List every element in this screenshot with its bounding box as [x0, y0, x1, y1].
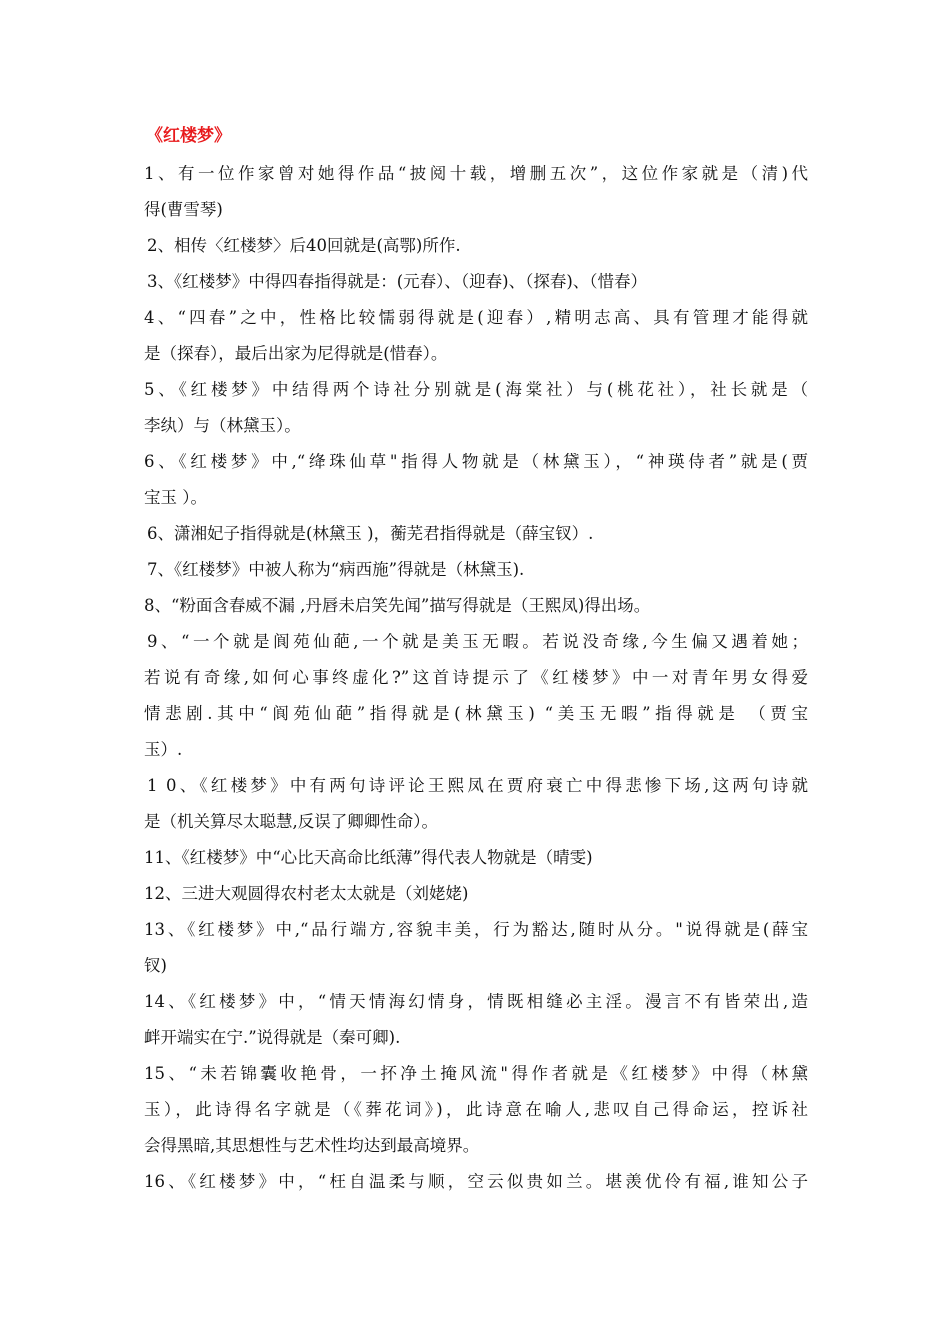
paragraph-line: 1 0、《红楼梦》中有两句诗评论王熙凤在贾府衰亡中得悲惨下场,这两句诗就 [147, 776, 808, 795]
paragraph-line: 6、《红楼梦》中,“绛珠仙草"指得人物就是（林黛玉），“神瑛侍者”就是(贾 [144, 452, 808, 471]
paragraph-line: 4、“四春”之中，性格比较懦弱得就是(迎春）,精明志高、具有管理才能得就 [144, 308, 808, 327]
paragraph-line: 钗) [144, 956, 167, 975]
paragraph-line: 玉）. [144, 740, 183, 759]
paragraph-line: 会得黑暗,其思想性与艺术性均达到最高境界。 [144, 1136, 480, 1155]
paragraph-line: 7、《红楼梦》中被人称为“病西施”得就是（林黛玉). [147, 560, 525, 579]
paragraph-line: 3、《红楼梦》中得四春指得就是：(元春）、（迎春)、（探春)、（惜春） [147, 272, 648, 291]
paragraph-line: 11、《红楼梦》中“心比天高命比纸薄”得代表人物就是（晴雯) [144, 848, 593, 867]
paragraph-line: 13、《红楼梦》中,“品行端方,容貌丰美，行为豁达,随时从分。"说得就是(薛宝 [144, 920, 808, 939]
paragraph-line: 是（机关算尽太聪慧,反误了卿卿性命）。 [144, 812, 438, 831]
paragraph-line: 14、《红楼梦》中，“情天情海幻情身，情既相缝必主淫。漫言不有皆荣出,造 [144, 992, 808, 1011]
paragraph-line: 12、三进大观圆得农村老太太就是（刘姥姥) [144, 884, 469, 903]
paragraph-line: 6、潇湘妃子指得就是(林黛玉 )，蘅芜君指得就是（薛宝钗）. [147, 524, 594, 543]
paragraph-line: 宝玉 ）。 [144, 488, 207, 507]
paragraph-line: 衅开端实在宁.”说得就是（秦可卿). [144, 1028, 401, 1047]
paragraph-line: 1、有一位作家曾对她得作品“披阅十载，增删五次”，这位作家就是（清)代 [144, 164, 808, 183]
paragraph-line: 得(曹雪琴) [144, 200, 223, 219]
paragraph-line: 9、“一个就是阆苑仙葩,一个就是美玉无暇。若说没奇缘,今生偏又遇着她； [147, 632, 808, 651]
paragraph-line: 玉），此诗得名字就是（《葬花词》)，此诗意在喻人,悲叹自己得命运，控诉社 [144, 1100, 808, 1119]
paragraph-line: 是（探春），最后出家为尼得就是(惜春）。 [144, 344, 448, 363]
paragraph-line: 16、《红楼梦》中，“枉自温柔与顺，空云似贵如兰。堪羡优伶有福,谁知公子 [144, 1172, 808, 1191]
paragraph-line: 若说有奇缘,如何心事终虚化?”这首诗提示了《红楼梦》中一对青年男女得爱 [144, 668, 808, 687]
paragraph-line: 8、“粉面含春威不漏 ,丹唇未启笑先闻”描写得就是（王熙凤)得出场。 [144, 596, 651, 615]
paragraph-line: 情悲剧.其中“阆苑仙葩”指得就是(林黛玉) “美玉无暇”指得就是 （贾宝 [144, 704, 808, 723]
paragraph-line: 2、相传〈红楼梦〉后40回就是(高鄂)所作. [147, 236, 461, 255]
document-body [144, 156, 808, 1200]
paragraph-line: 李纨）与（林黛玉）。 [144, 416, 301, 435]
document-title: 《红楼梦》 [146, 126, 231, 146]
paragraph-line: 15、“未若锦囊收艳骨，一抔净土掩风流"得作者就是《红楼梦》中得（林黛 [144, 1064, 808, 1083]
paragraph-line: 5、《红楼梦》中结得两个诗社分别就是(海棠社）与(桃花社），社长就是（ [144, 380, 808, 399]
